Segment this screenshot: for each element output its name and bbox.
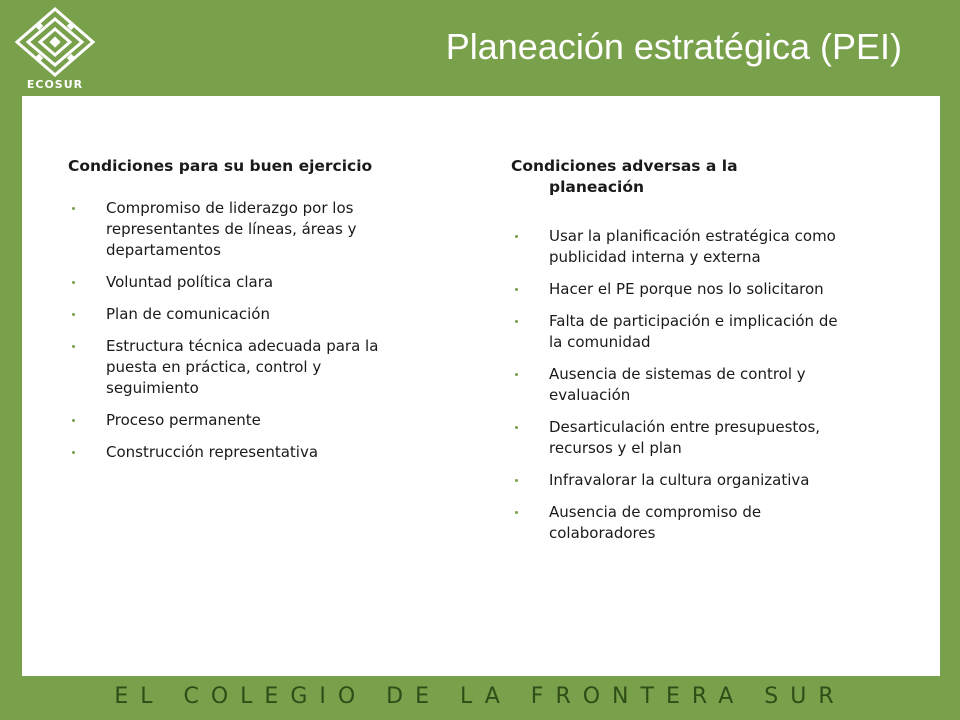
list-item-text: Estructura técnica adecuada para la puesta en práctica, control y seguimiento — [106, 337, 379, 397]
logo-text: ECOSUR — [26, 78, 84, 91]
list-item-text: Infravalorar la cultura organizativa — [549, 471, 810, 489]
right-column-heading-line2: planeación — [549, 178, 645, 196]
bullet-icon — [515, 235, 518, 238]
content-panel — [22, 96, 940, 676]
list-item-text: Construcción representativa — [106, 443, 319, 461]
list-item-text: Hacer el PE porque nos lo solicitaron — [549, 280, 824, 298]
bullet-icon — [72, 419, 75, 422]
left-column — [68, 156, 398, 474]
bullet-icon — [72, 345, 75, 348]
bullet-icon — [515, 320, 518, 323]
list-item — [68, 272, 398, 293]
list-item-text: Desarticulación entre presupuestos, recursos y el plan — [549, 418, 821, 457]
bullet-icon — [515, 373, 518, 376]
page-title: Planeación estratégica (PEI) — [445, 26, 902, 67]
bullet-icon — [515, 426, 518, 429]
list-item-text: Voluntad política clara — [106, 273, 274, 291]
list-item — [511, 502, 851, 544]
list-item-text: Falta de participación e implicación de la comunidad — [549, 312, 838, 351]
list-item — [511, 364, 851, 406]
left-column-heading: Condiciones para su buen ejercicio — [68, 157, 373, 175]
list-item — [511, 470, 851, 491]
bullet-icon — [72, 451, 75, 454]
bullet-icon — [515, 511, 518, 514]
list-item-text: Compromiso de liderazgo por los representantes de líneas, áreas y departamentos — [106, 199, 357, 259]
list-item — [511, 311, 851, 353]
ecosur-logo — [14, 6, 96, 94]
list-item — [511, 279, 851, 300]
bullet-icon — [72, 207, 75, 210]
right-column — [511, 156, 851, 555]
list-item — [68, 442, 398, 463]
list-item — [511, 226, 851, 268]
list-item — [68, 304, 398, 325]
list-item-text: Ausencia de compromiso de colaboradores — [549, 503, 762, 542]
list-item-text: Ausencia de sistemas de control y evaluación — [549, 365, 806, 404]
ecosur-emblem-icon — [14, 6, 96, 78]
right-column-list — [511, 226, 851, 544]
bullet-icon — [515, 288, 518, 291]
footer-institution-name: EL COLEGIO DE LA FRONTERA SUR — [114, 684, 846, 709]
list-item — [68, 198, 398, 261]
right-column-heading-line1: Condiciones adversas a la — [511, 157, 738, 175]
list-item — [68, 336, 398, 399]
left-column-list — [68, 198, 398, 463]
list-item — [68, 410, 398, 431]
list-item — [511, 417, 851, 459]
bullet-icon — [72, 281, 75, 284]
list-item-text: Plan de comunicación — [106, 305, 270, 323]
list-item-text: Proceso permanente — [106, 411, 261, 429]
bullet-icon — [72, 313, 75, 316]
right-column-heading — [511, 156, 851, 198]
list-item-text: Usar la planificación estratégica como publicidad interna y externa — [549, 227, 836, 266]
bullet-icon — [515, 479, 518, 482]
